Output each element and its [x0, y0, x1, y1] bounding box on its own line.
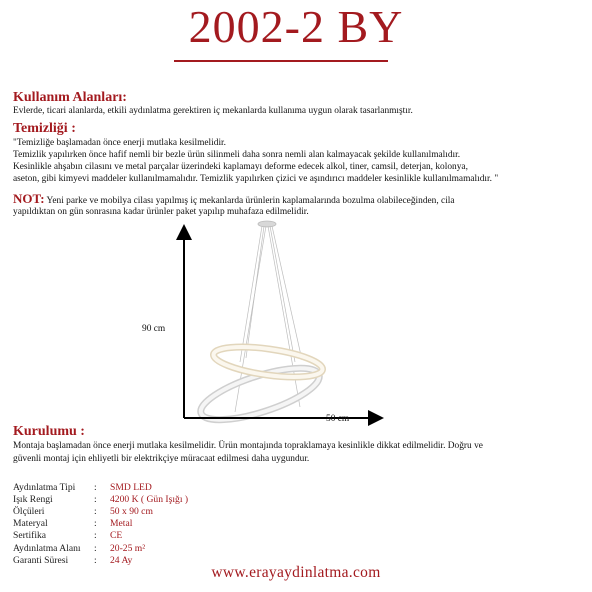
- title-underline: [174, 60, 388, 62]
- large-ring-icon: [195, 358, 324, 426]
- spec-label: Aydınlatma Alanı: [13, 543, 81, 554]
- spec-colon: :: [94, 518, 97, 529]
- spec-colon: :: [94, 543, 97, 554]
- spec-colon: :: [94, 506, 97, 517]
- cleaning-line-1: "Temizliğe başlamadan önce enerji mutlaka kesilmelidir.: [13, 138, 226, 148]
- usage-text: Evlerde, ticari alanlarda, etkili aydınlatma gerektiren iç mekanlarda kullanıma uygun olarak tasarlanmıştır.: [13, 106, 413, 116]
- page-title: 2002-2 BY: [188, 1, 404, 52]
- spec-label: Materyal: [13, 518, 48, 529]
- usage-heading: Kullanım Alanları:: [13, 90, 127, 105]
- spec-label: Sertifika: [13, 530, 47, 541]
- spec-colon: :: [94, 494, 97, 505]
- spec-value: 50 x 90 cm: [110, 506, 153, 517]
- spec-label: Işık Rengi: [13, 494, 53, 505]
- note-line-2: yapıldıktan on gün sonrasına kadar ürünler paket yapılıp muhafaza edilmelidir.: [13, 207, 309, 217]
- installation-line-2: güvenli montaj için ehliyetli bir elektrikçiye müracaat edilmesi daha uygundur.: [13, 454, 310, 464]
- cleaning-line-2: Temizlik yapılırken önce hafif nemli bir bezle ürün silinmeli daha sonra nemli alan kalmayacak şekilde kullanılmalıdır.: [13, 150, 461, 160]
- cleaning-heading: Temizliği :: [13, 121, 76, 136]
- spec-value: SMD LED: [110, 482, 152, 493]
- spec-label: Ölçüleri: [13, 506, 45, 517]
- spec-value: 24 Ay: [110, 555, 133, 566]
- note-text-1: Yeni parke ve mobilya cilası yapılmış iç mekanlarda ürünlerin kaplamalarında bozulma olabileceğinden, cila: [46, 196, 455, 206]
- website-link[interactable]: www.erayaydinlatma.com: [211, 564, 381, 581]
- canopy-icon: [258, 221, 276, 227]
- spec-label: Garanti Süresi: [13, 555, 69, 566]
- installation-line-1: Montaja başlamadan önce enerji mutlaka kesilmelidir. Ürün montajında topraklamaya kesinlikle dikkat edilmelidir. Doğru ve: [13, 441, 483, 451]
- small-ring-icon: [212, 341, 325, 382]
- height-dimension-label: 90 cm: [142, 324, 166, 334]
- width-dimension-label: 50 cm: [326, 414, 350, 424]
- spec-value: 20-25 m²: [110, 543, 146, 554]
- spec-value: CE: [110, 530, 123, 541]
- spec-value: Metal: [110, 518, 133, 529]
- spec-colon: :: [94, 530, 97, 541]
- spec-value: 4200 K ( Gün Işığı ): [110, 494, 189, 505]
- spec-colon: :: [94, 555, 97, 566]
- note-label: NOT:: [13, 191, 45, 206]
- spec-label: Aydınlatma Tipi: [13, 482, 76, 493]
- cleaning-line-4: aseton, gibi kimyevi maddeler kullanılmamalıdır. Temizlik yapılırken çizici ve aşındırıcı maddeler kesinlikle kullanılmamalıdır. ": [13, 174, 499, 184]
- spec-colon: :: [94, 482, 97, 493]
- ring-chandelier-illustration: [140, 212, 390, 426]
- cleaning-line-3: Kesinlikle ahşabın cilasını ve metal parçalar üzerindeki kaplamayı deforme edecek alkol, tiner, camsil, deterjan, kolonya,: [13, 162, 468, 172]
- installation-heading: Kurulumu :: [13, 424, 85, 439]
